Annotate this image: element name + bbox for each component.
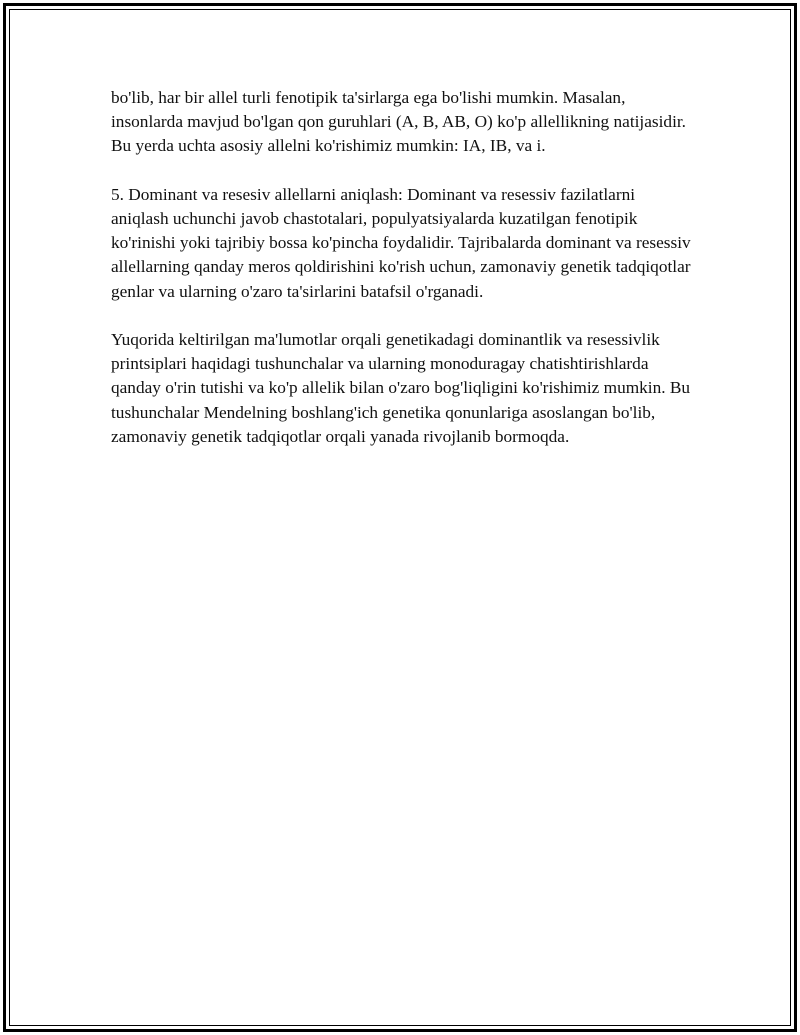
document-body bbox=[111, 86, 691, 473]
paragraph-multiple-alleles: bo'lib, har bir allel turli fenotipik ta'sirlarga ega bo'lishi mumkin. Masalan, insonlarda mavjud bo'lgan qon guruhlari (A, B, AB, O) ko'p allellikning natijasidir. Bu yerda uchta asosiy allelni ko'rishimiz mumkin: IA, IB, va i. bbox=[111, 88, 686, 156]
paragraph-dominant-recessive: 5. Dominant va resesiv allellarni aniqlash: Dominant va resessiv fazilatlarni aniqlash uchunchi javob chastotalari, populyatsiyalarda kuzatilgan fenotipik ko'rinishi yoki tajribiy bossa ko'pincha foydalidir. Tajribalarda dominant va resessiv allellarning qanday meros qoldirishini ko'rish uchun, zamonaviy genetik tadqiqotlar genlar va ularning o'zaro ta'sirlarini batafsil o'rganadi. bbox=[111, 184, 691, 301]
paragraph-conclusion: Yuqorida keltirilgan ma'lumotlar orqali genetikadagi dominantlik va resessivlik printsiplari haqidagi tushunchalar va ularning monoduragay chatishtirishlarda qanday o'rin tutishi va ko'p allelik bilan o'zaro bog'liqligini ko'rishimiz mumkin. Bu tushunchalar Mendelning boshlang'ich genetika qonunlariga asoslangan bo'lib, zamonaviy genetik tadqiqotlar orqali yanada rivojlanib bormoqda. bbox=[111, 330, 691, 446]
